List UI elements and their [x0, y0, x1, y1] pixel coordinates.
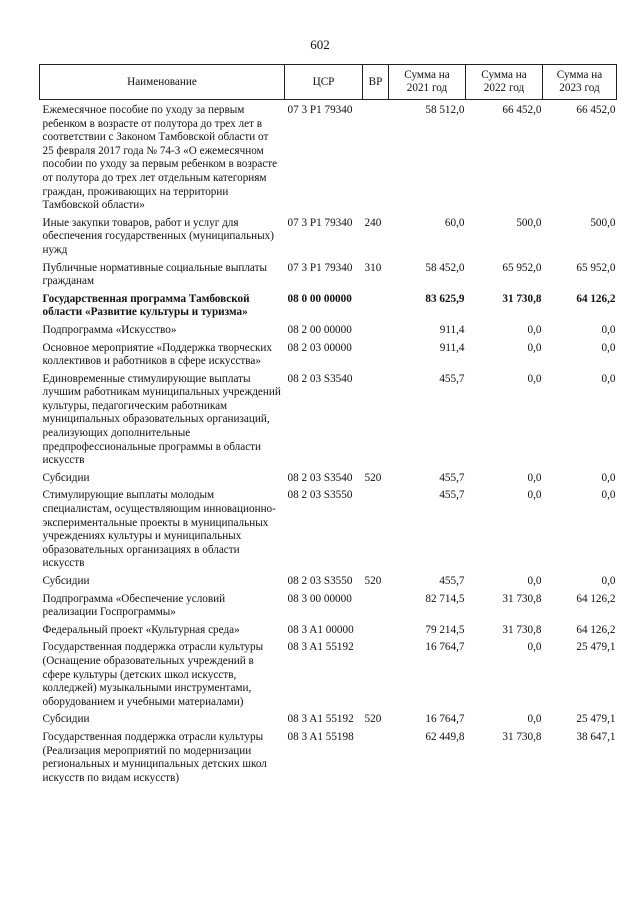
table-row — [40, 641, 617, 713]
row-sum-2023: 0,0 — [601, 323, 616, 336]
table-row — [40, 489, 617, 575]
row-name: Субсидии — [42, 575, 90, 587]
row-vr — [363, 489, 389, 575]
header-vr: ВР — [363, 65, 389, 100]
row-sum-2023: 0,0 — [601, 341, 616, 354]
row-vr — [363, 641, 389, 713]
table-row — [40, 575, 617, 593]
header-sum-2023: Сумма на 2023 год — [543, 65, 617, 100]
row-vr — [363, 731, 389, 789]
row-name: Государственная программа Тамбовской области «Развитие культуры и туризма» — [42, 292, 250, 319]
row-vr: 520 — [364, 713, 382, 726]
row-vr — [363, 324, 389, 342]
row-name: Субсидии — [42, 713, 90, 726]
table-row — [40, 342, 617, 373]
table-row — [40, 217, 617, 262]
row-csr: 07 3 P1 79340 — [287, 261, 353, 274]
row-sum-2023: 0,0 — [601, 471, 616, 484]
header-sum-2021: Сумма на 2021 год — [389, 65, 466, 100]
row-sum-2021: 455,7 — [439, 471, 465, 484]
row-sum-2022: 31 730,8 — [502, 623, 542, 636]
row-sum-2021: 82 714,5 — [425, 592, 465, 605]
row-vr — [363, 373, 389, 472]
row-sum-2023: 38 647,1 — [576, 730, 616, 743]
table-row — [40, 713, 617, 731]
row-sum-2021: 58 512,0 — [425, 104, 465, 116]
table-row — [40, 373, 617, 472]
row-csr: 08 2 03 S3540 — [287, 372, 353, 385]
row-sum-2022: 0,0 — [527, 641, 542, 654]
page-number: 602 — [310, 37, 330, 52]
header-name: Наименование — [40, 65, 285, 100]
header-csr: ЦСР — [285, 65, 363, 100]
row-name: Стимулирующие выплаты молодым специалистам, осуществляющим инновационно-экспериментальные проекты в муниципальных учреждениях культуры и муниципальных образовательных организациях в области искусств — [42, 489, 276, 570]
row-sum-2022: 31 730,8 — [502, 730, 542, 743]
row-sum-2021: 60,0 — [444, 216, 465, 229]
row-csr: 08 3 A1 55192 — [287, 641, 354, 654]
row-sum-2021: 455,7 — [439, 489, 465, 502]
row-vr — [363, 293, 389, 324]
row-csr: 07 3 P1 79340 — [287, 104, 353, 116]
table-row — [40, 324, 617, 342]
row-name: Основное мероприятие «Поддержка творческих коллективов и работников в сфере искусства» — [42, 341, 272, 368]
row-vr — [363, 624, 389, 642]
row-csr: 07 3 P1 79340 — [287, 216, 353, 229]
row-sum-2023: 0,0 — [601, 575, 616, 587]
row-sum-2021: 455,7 — [439, 372, 465, 385]
table-row — [40, 262, 617, 293]
table-row — [40, 624, 617, 642]
row-name: Государственная поддержка отрасли культуры (Оснащение образовательных учреждений в сфере культуры (детских школ искусств, колледжей) музыкальными инструментами, оборудованием и учебными материалами) — [42, 641, 264, 708]
row-sum-2022: 31 730,8 — [502, 592, 542, 605]
table-row — [40, 293, 617, 324]
row-sum-2021: 58 452,0 — [425, 261, 465, 274]
row-sum-2021: 83 625,9 — [425, 292, 465, 305]
table-row — [40, 731, 617, 789]
row-name: Подпрограмма «Искусство» — [42, 323, 177, 336]
table-header — [40, 65, 617, 100]
row-vr — [363, 593, 389, 624]
row-sum-2023: 25 479,1 — [576, 641, 616, 654]
row-csr: 08 3 00 00000 — [287, 592, 352, 605]
row-sum-2021: 455,7 — [439, 575, 465, 587]
row-csr: 08 2 03 S3540 — [287, 471, 353, 484]
row-name: Единовременные стимулирующие выплаты лучшим работникам муниципальных учреждений культуры, педагогическим работникам муниципальных образовательных организаций, реализующих дополнительные предпрофессиональные программы в области искусств — [42, 372, 281, 467]
row-sum-2023: 0,0 — [601, 489, 616, 502]
row-sum-2022: 0,0 — [527, 713, 542, 726]
row-vr — [363, 100, 389, 217]
row-sum-2021: 16 764,7 — [425, 713, 465, 726]
row-sum-2021: 79 214,5 — [425, 623, 465, 636]
row-sum-2022: 0,0 — [527, 323, 542, 336]
row-sum-2022: 0,0 — [527, 489, 542, 502]
row-vr: 520 — [364, 471, 382, 484]
row-vr: 240 — [364, 216, 382, 229]
budget-table — [39, 64, 617, 789]
row-sum-2023: 25 479,1 — [576, 713, 616, 726]
row-sum-2022: 0,0 — [527, 341, 542, 354]
row-sum-2022: 0,0 — [527, 575, 542, 587]
row-csr: 08 2 03 S3550 — [287, 575, 353, 587]
row-sum-2021: 911,4 — [439, 323, 465, 336]
table-body — [40, 100, 617, 790]
row-sum-2023: 64 126,2 — [576, 592, 616, 605]
table-row — [40, 472, 617, 490]
row-name: Публичные нормативные социальные выплаты гражданам — [42, 261, 268, 288]
row-name: Иные закупки товаров, работ и услуг для обеспечения государственных (муниципальных) нужд — [42, 216, 274, 256]
row-sum-2023: 66 452,0 — [576, 104, 616, 116]
row-name: Государственная поддержка отрасли культуры (Реализация мероприятий по модернизации региональных и муниципальных детских школ искусств по видам искусств) — [42, 730, 267, 784]
row-sum-2022: 500,0 — [516, 216, 542, 229]
row-csr: 08 3 A1 00000 — [287, 623, 354, 636]
row-sum-2021: 911,4 — [439, 341, 465, 354]
row-sum-2022: 31 730,8 — [502, 292, 542, 305]
row-sum-2022: 0,0 — [527, 471, 542, 484]
row-vr: 520 — [364, 575, 382, 587]
row-csr: 08 3 A1 55192 — [287, 713, 354, 726]
row-csr: 08 2 03 S3550 — [287, 489, 353, 502]
row-name: Подпрограмма «Обеспечение условий реализации Госпрограммы» — [42, 592, 226, 619]
row-csr: 08 2 00 00000 — [287, 323, 352, 336]
table-row — [40, 100, 617, 217]
row-sum-2023: 65 952,0 — [576, 261, 616, 274]
row-sum-2021: 62 449,8 — [425, 730, 465, 743]
row-sum-2023: 500,0 — [590, 216, 616, 229]
row-vr: 310 — [364, 261, 382, 274]
row-sum-2023: 64 126,2 — [576, 292, 616, 305]
row-sum-2021: 16 764,7 — [425, 641, 465, 654]
row-csr: 08 2 03 00000 — [287, 341, 352, 354]
row-name: Федеральный проект «Культурная среда» — [42, 623, 240, 636]
row-vr — [363, 342, 389, 373]
header-sum-2022: Сумма на 2022 год — [466, 65, 543, 100]
table-row — [40, 593, 617, 624]
row-sum-2022: 0,0 — [527, 372, 542, 385]
row-name: Субсидии — [42, 471, 90, 484]
row-csr: 08 3 A1 55198 — [287, 730, 354, 743]
row-sum-2022: 66 452,0 — [502, 104, 542, 116]
row-csr: 08 0 00 00000 — [287, 292, 352, 305]
row-sum-2023: 0,0 — [601, 372, 616, 385]
row-name: Ежемесячное пособие по уходу за первым ребенком в возрасте от полутора до трех лет в соответствии с Законом Тамбовской области от 25 февраля 2017 года № 74-З «О ежемесячном пособии по уходу за первым ребенком в возрасте от полутора до трех лет отдельным категориям граждан, проживающих на территории Тамбовской области» — [42, 104, 278, 212]
row-sum-2023: 64 126,2 — [576, 623, 616, 636]
row-sum-2022: 65 952,0 — [502, 261, 542, 274]
